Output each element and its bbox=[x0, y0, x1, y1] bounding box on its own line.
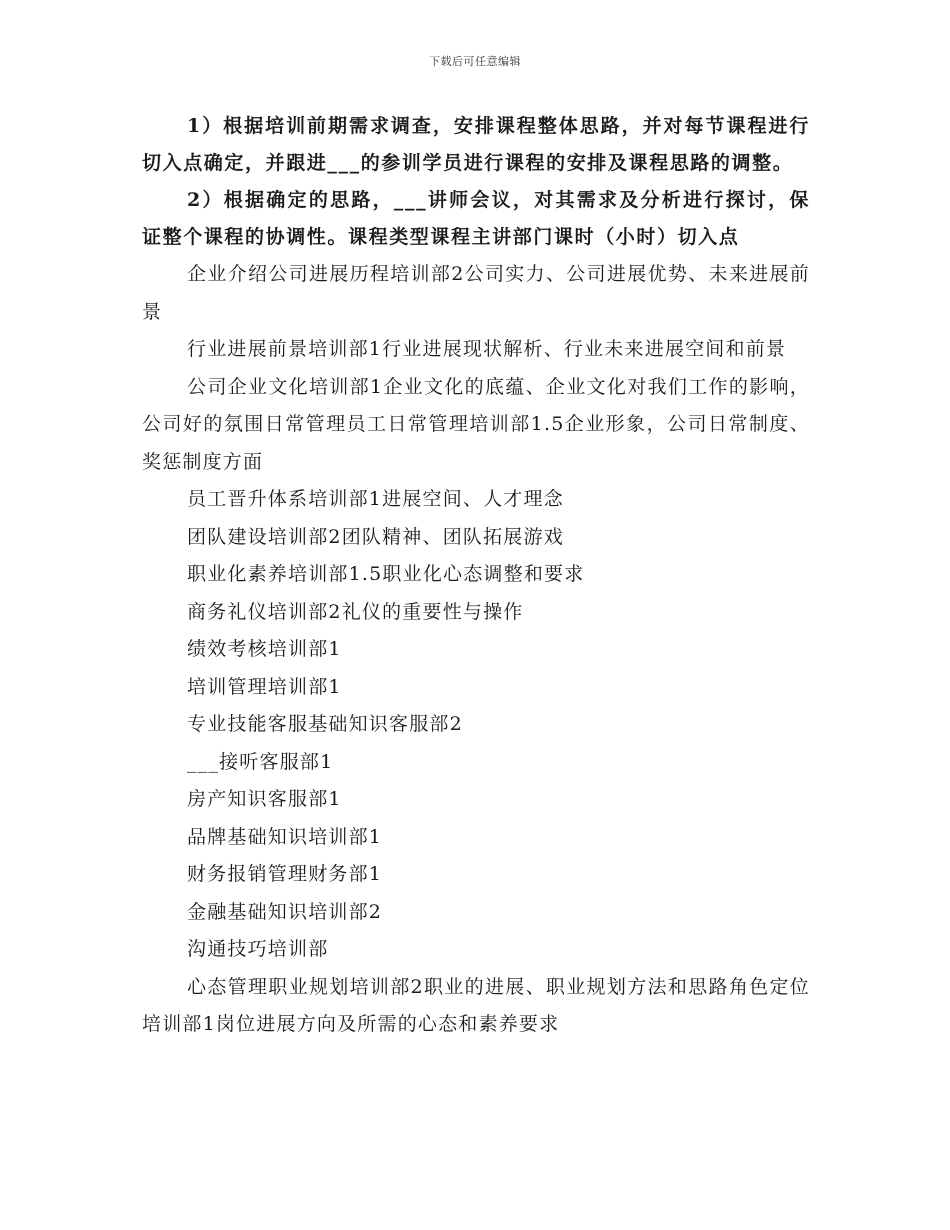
paragraph-17: 金融基础知识培训部2 bbox=[187, 900, 383, 923]
paragraph-6: 员工晋升体系培训部1进展空间、人才理念 bbox=[187, 488, 564, 510]
header-note: 下载后可任意编辑 bbox=[429, 55, 521, 68]
paragraph-5: 公司企业文化培训部1企业文化的底蕴、企业文化对我们工作的影响，公司好的氛围日常管理员工日常管理培训部1.5企业形象，公司日常制度、奖惩制度方面 bbox=[142, 375, 810, 473]
document-body bbox=[142, 108, 810, 1044]
paragraph-3: 企业介绍公司进展历程培训部2公司实力、公司进展优势、未来进展前景 bbox=[142, 263, 810, 323]
paragraph-11: 培训管理培训部1 bbox=[187, 675, 342, 698]
paragraph-10: 绩效考核培训部1 bbox=[187, 638, 342, 660]
paragraph-13: ___接听客服部1 bbox=[187, 750, 334, 773]
paragraph-8: 职业化素养培训部1.5职业化心态调整和要求 bbox=[187, 563, 585, 585]
paragraph-1: 1）根据培训前期需求调查，安排课程整体思路，并对每节课程进行切入点确定，并跟进___的参训学员进行课程的安排及课程思路的调整。 bbox=[142, 115, 810, 174]
paragraph-18: 沟通技巧培训部 bbox=[187, 938, 329, 960]
paragraph-12: 专业技能客服基础知识客服部2 bbox=[187, 713, 463, 735]
paragraph-4: 行业进展前景培训部1行业进展现状解析、行业未来进展空间和前景 bbox=[187, 338, 787, 360]
paragraph-7: 团队建设培训部2团队精神、团队拓展游戏 bbox=[187, 525, 564, 548]
paragraph-19: 心态管理职业规划培训部2职业的进展、职业规划方法和思路角色定位培训部1岗位进展方向及所需的心态和素养要求 bbox=[142, 975, 810, 1035]
paragraph-15: 品牌基础知识培训部1 bbox=[187, 825, 383, 848]
paragraph-14: 房产知识客服部1 bbox=[187, 788, 342, 810]
paragraph-2: 2）根据确定的思路，___讲师会议，对其需求及分析进行探讨，保证整个课程的协调性。课程类型课程主讲部门课时（小时）切入点 bbox=[142, 189, 810, 248]
paragraph-9: 商务礼仪培训部2礼仪的重要性与操作 bbox=[187, 600, 524, 623]
paragraph-16: 财务报销管理财务部1 bbox=[187, 863, 383, 885]
